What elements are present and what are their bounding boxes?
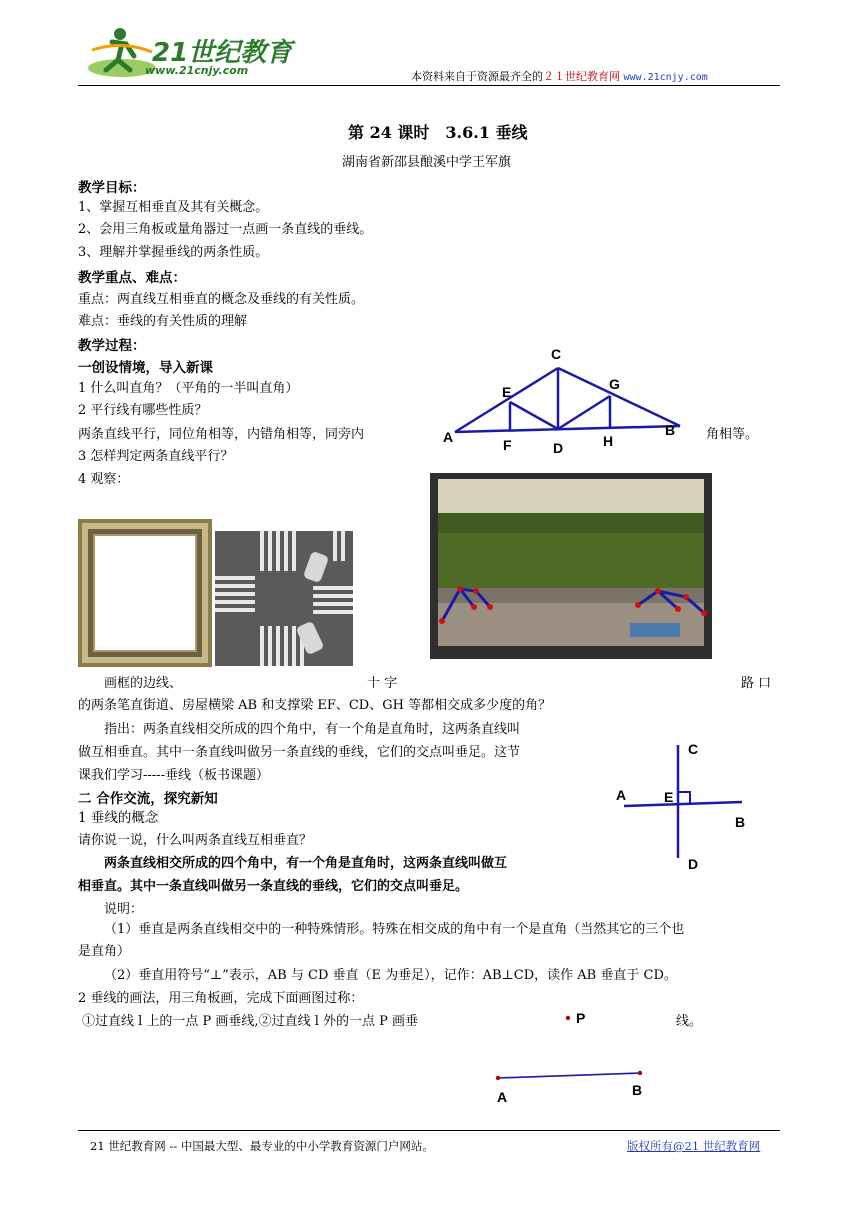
observe-a: 画框的边线、 xyxy=(104,676,183,691)
goal-item: 3、理解并掌握垂线的两条性质。 xyxy=(78,245,269,260)
truss-label-f: F xyxy=(503,437,512,453)
truss-label-b: B xyxy=(665,422,676,438)
logo-text: 21世纪教育 xyxy=(152,38,293,68)
observe-c: 路 口 xyxy=(741,676,772,691)
truss-label-a: A xyxy=(443,429,454,445)
draw-right: 线。 xyxy=(676,1014,703,1029)
truss-label-d: D xyxy=(553,440,564,456)
segment-label-b: B xyxy=(632,1082,643,1098)
explain-label: 说明： xyxy=(104,902,144,917)
perp-label-c: C xyxy=(688,741,699,757)
logo-url: www.21cnjy.com xyxy=(145,64,249,77)
truss-label-h: H xyxy=(603,433,614,449)
note-2: （2）垂直用符号“⊥”表示，AB 与 CD 垂直（E 为垂足），记作：AB⊥CD，读作 AB 垂直于 CD。 xyxy=(104,968,677,983)
point-line-1: 指出：两条直线相交所成的四个角中，有一个角是直角时，这两条直线叫 xyxy=(104,722,521,737)
truss-label-g: G xyxy=(609,376,620,392)
keypoint-difficulty: 难点：垂线的有关性质的理解 xyxy=(78,314,248,329)
part2-heading: 二 合作交流，探究新知 xyxy=(78,791,218,807)
author-line: 湖南省新邵县酿溪中学王军旗 xyxy=(342,155,512,170)
page-title: 第 24 课时 3.6.1 垂线 xyxy=(348,123,528,142)
question-4: 4 观察： xyxy=(78,472,130,487)
perp-label-e: E xyxy=(664,789,674,805)
concept-heading: 1 垂线的概念 xyxy=(78,810,159,826)
keypoint-key: 重点：两直线互相垂直的概念及垂线的有关性质。 xyxy=(78,292,365,307)
house-landscape-photo xyxy=(430,473,712,659)
keypoints-heading: 教学重点、难点： xyxy=(78,270,186,286)
draw-heading: 2 垂线的画法，用三角板画，完成下面画图过称： xyxy=(78,991,364,1006)
goal-item: 1、掌握互相垂直及其有关概念。 xyxy=(78,200,269,215)
definition-line-1: 两条直线相交所成的四个角中，有一个角是直角时，这两条直线叫做互 xyxy=(104,856,508,871)
observe-b: 十 字 xyxy=(367,676,398,691)
goals-heading: 教学目标： xyxy=(78,180,146,196)
header-note-url[interactable]: www.21cnjy.com xyxy=(623,72,708,83)
observe-line2: 的两条笔直街道、房屋横梁 AB 和支撑梁 EF、CD、GH 等都相交成多少度的角？ xyxy=(78,698,552,713)
header-note-brand: ２１世纪教育网 xyxy=(543,70,620,83)
answer-2-left: 两条直线平行，同位角相等，内错角相等，同旁内 xyxy=(78,427,365,442)
perp-label-b: B xyxy=(735,814,746,830)
crossroad-photo xyxy=(215,531,353,666)
segment-label-a: A xyxy=(497,1089,508,1105)
process-heading: 教学过程： xyxy=(78,338,146,354)
draw-left: ①过直线 l 上的一点 P 画垂线,②过直线 l 外的一点 P 画垂 xyxy=(82,1014,419,1029)
picture-frame-photo xyxy=(78,519,212,667)
note-1-line-b: 是直角） xyxy=(78,944,131,959)
question-3: 3 怎样判定两条直线平行？ xyxy=(78,449,234,464)
header-note-prefix: 本资料来自于资源最齐全的 xyxy=(411,70,543,83)
footer-copyright-link[interactable]: 版权所有@21 世纪教育网 xyxy=(627,1139,761,1153)
goal-item: 2、会用三角板或量角器过一点画一条直线的垂线。 xyxy=(78,222,373,237)
definition-line-2: 相垂直。其中一条直线叫做另一条直线的垂线，它们的交点叫垂足。 xyxy=(78,879,469,894)
perp-label-d: D xyxy=(688,856,699,872)
answer-2-right: 角相等。 xyxy=(706,427,759,442)
note-1-line-a: （1）垂直是两条直线相交中的一种特殊情形。特殊在相交成的角中有一个是直角（当然其它的三个也 xyxy=(104,922,685,937)
truss-diagram xyxy=(430,340,700,460)
header-note xyxy=(411,68,708,84)
point-line-3: 课我们学习-----垂线（板书课题） xyxy=(78,768,269,783)
truss-label-e: E xyxy=(502,384,512,400)
question-1: 1 什么叫直角？（平角的一半叫直角） xyxy=(78,381,299,396)
perpendicular-diagram xyxy=(620,740,750,870)
concept-question: 请你说一说，什么叫两条直线互相垂直？ xyxy=(78,833,313,848)
question-2: 2 平行线有哪些性质？ xyxy=(78,403,208,418)
part1-heading: 一创设情境，导入新课 xyxy=(78,360,213,376)
segment-diagram xyxy=(490,1010,650,1090)
header-rule xyxy=(78,85,780,86)
point-p-label: P xyxy=(576,1010,586,1026)
footer-rule xyxy=(78,1130,780,1131)
point-line-2: 做互相垂直。其中一条直线叫做另一条直线的垂线，它们的交点叫垂足。这节 xyxy=(78,745,521,760)
perp-label-a: A xyxy=(616,787,627,803)
footer-left: 21 世纪教育网 -- 中国最大型、最专业的中小学教育资源门户网站。 xyxy=(90,1139,434,1153)
truss-label-c: C xyxy=(551,346,562,362)
